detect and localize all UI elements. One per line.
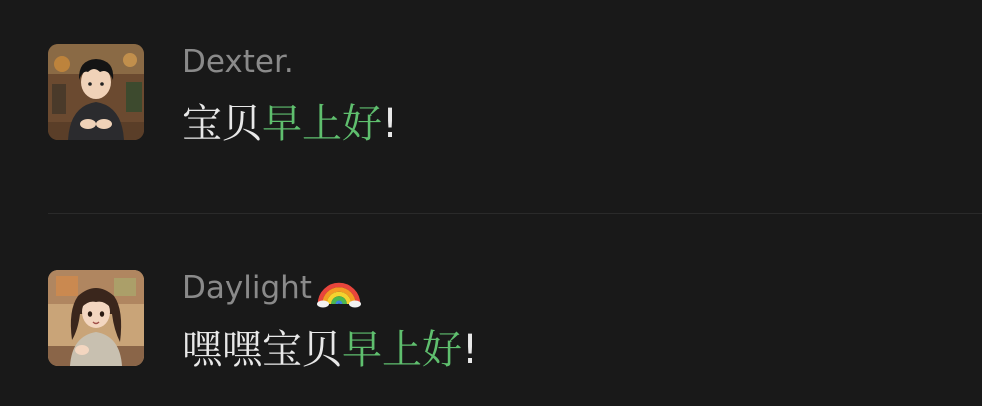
girl-avatar-image: [48, 270, 144, 366]
message-text-highlight: 早上好: [262, 101, 382, 147]
avatar-dexter[interactable]: [48, 44, 144, 140]
avatar-daylight[interactable]: [48, 270, 144, 366]
author-name-text: Dexter.: [182, 44, 294, 80]
author-name-text: Daylight: [182, 270, 312, 306]
divider: [48, 213, 982, 214]
rainbow-icon: [316, 264, 362, 308]
message-text-suffix: !: [382, 101, 399, 147]
author-name[interactable]: [182, 42, 294, 82]
message-text-plain: 宝贝: [182, 101, 262, 147]
message-text: [182, 98, 398, 150]
author-name[interactable]: [182, 268, 362, 308]
message-text-suffix: !: [462, 327, 479, 373]
message-text-plain: 嘿嘿宝贝: [182, 327, 342, 373]
message-text-highlight: 早上好: [342, 327, 462, 373]
boy-avatar-image: [48, 44, 144, 140]
message-text: [182, 324, 478, 376]
